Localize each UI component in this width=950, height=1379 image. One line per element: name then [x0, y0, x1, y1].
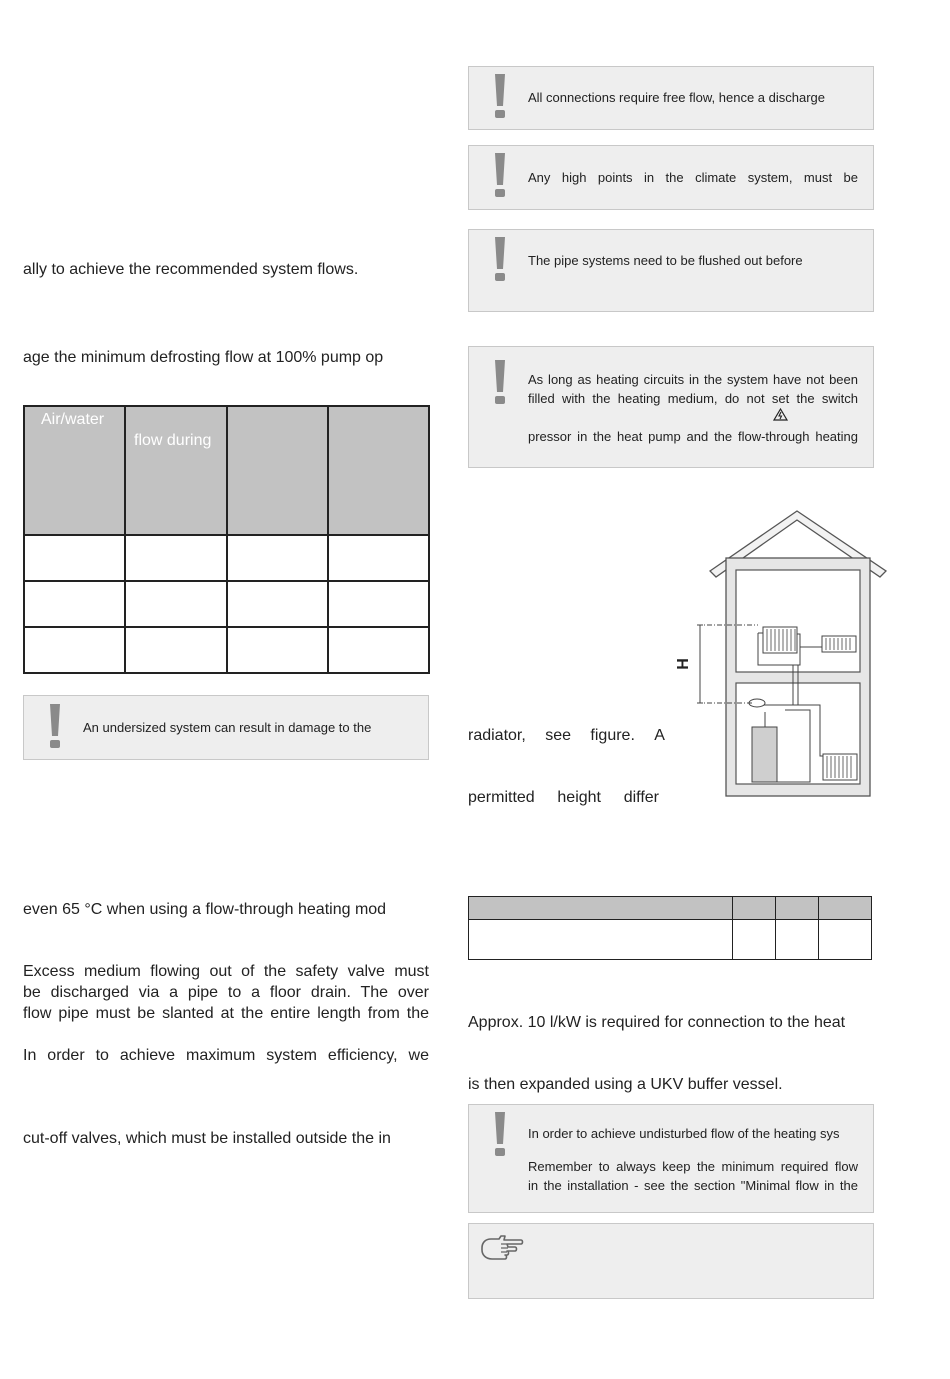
text-excess-line-1: Excess medium flowing out of the safety valve must — [23, 963, 429, 980]
exclamation-icon — [493, 73, 507, 119]
height-table-header-row — [469, 897, 872, 920]
header-flow-during: flow during — [134, 432, 212, 449]
exclamation-icon — [493, 152, 507, 198]
word: radiator, — [468, 727, 526, 744]
text-system-flows: ally to achieve the recommended system flows. — [23, 261, 359, 278]
note-text: All connections require free flow, hence a discharge — [528, 90, 826, 105]
note-undersized-system — [23, 695, 429, 760]
text-cutoff-valves: cut-off valves, which must be installed outside the in — [23, 1130, 391, 1147]
word: permitted — [468, 789, 535, 806]
note-text-line-3: in the installation - see the section "Minimal flow in the — [528, 1178, 858, 1193]
text-approx-10lkw: Approx. 10 l/kW is required for connection to the heat — [468, 1014, 846, 1031]
height-label-h: H — [675, 658, 692, 670]
text-ukv-buffer: is then expanded using a UKV buffer vessel. — [468, 1076, 783, 1093]
note-flush-pipes — [468, 229, 874, 312]
note-text-line-1: In order to achieve undisturbed flow of the heating sys — [528, 1126, 840, 1141]
note-heating-circuits — [468, 346, 874, 468]
text-defrost-flow: age the minimum defrosting flow at 100% pump op — [23, 349, 384, 366]
table-cell — [469, 920, 733, 960]
table-cell — [227, 581, 328, 627]
note-text-line-2: Remember to always keep the minimum required flow — [528, 1159, 858, 1174]
note-undisturbed-flow — [468, 1104, 874, 1213]
note-text: An undersized system can result in damage to the — [83, 720, 372, 735]
exclamation-icon — [48, 703, 62, 749]
table-cell — [125, 581, 227, 627]
house-height-figure — [675, 505, 890, 800]
flow-table-header-cell — [227, 406, 328, 535]
text-radiator-line — [468, 727, 665, 745]
word: see — [545, 727, 572, 744]
radiator-icon — [763, 627, 797, 653]
table-row — [24, 627, 429, 673]
note-high-points — [468, 145, 874, 210]
exclamation-icon — [493, 359, 507, 405]
flow-table-header-cell — [24, 406, 125, 535]
flow-table — [23, 405, 430, 674]
note-text-line-1: As long as heating circuits in the system have not been — [528, 372, 858, 387]
note-text-line-3: pressor in the heat pump and the flow-through heating — [528, 429, 858, 444]
note-connections — [468, 66, 874, 130]
exclamation-icon — [493, 1111, 507, 1157]
table-cell — [328, 581, 429, 627]
table-cell — [328, 627, 429, 673]
table-cell — [125, 535, 227, 581]
height-table — [468, 896, 872, 960]
flow-table-header-cell — [125, 406, 227, 535]
note-text: The pipe systems need to be flushed out before — [528, 253, 803, 268]
flow-table-header-cell — [328, 406, 429, 535]
header-air-water: Air/water — [41, 411, 105, 428]
table-cell — [24, 627, 125, 673]
table-cell — [24, 581, 125, 627]
note-text: Any high points in the climate system, must be — [528, 170, 858, 185]
table-cell — [328, 535, 429, 581]
table-cell — [469, 897, 733, 920]
table-cell — [125, 627, 227, 673]
word: figure. — [590, 727, 635, 744]
table-cell — [733, 897, 776, 920]
text-65c: even 65 °C when using a flow-through heating mod — [23, 901, 387, 918]
radiator-icon — [822, 636, 856, 652]
text-excess-line-3: flow pipe must be slanted at the entire length from the — [23, 1005, 429, 1022]
table-cell — [24, 535, 125, 581]
table-cell — [733, 920, 776, 960]
text-excess-line-2: be discharged via a pipe to a floor drain. The over — [23, 984, 429, 1001]
text-permitted-line — [468, 789, 659, 807]
table-cell — [776, 897, 819, 920]
table-cell — [819, 897, 872, 920]
radiator-icon — [823, 754, 857, 780]
pointing-hand-icon — [479, 1234, 525, 1262]
table-row — [24, 581, 429, 627]
word: A — [654, 727, 665, 744]
word: height — [557, 789, 601, 806]
note-hint — [468, 1223, 874, 1299]
table-cell — [227, 535, 328, 581]
table-cell — [819, 920, 872, 960]
word: differ — [623, 789, 659, 806]
exclamation-icon — [493, 236, 507, 282]
table-cell — [227, 627, 328, 673]
table-row — [24, 535, 429, 581]
lightning-triangle-icon — [773, 408, 788, 421]
table-cell — [776, 920, 819, 960]
flow-table-header-row — [24, 406, 429, 535]
table-row — [469, 920, 872, 960]
note-text-line-2: filled with the heating medium, do not set the switch — [528, 391, 858, 406]
text-efficiency: In order to achieve maximum system efficiency, we — [23, 1047, 429, 1064]
